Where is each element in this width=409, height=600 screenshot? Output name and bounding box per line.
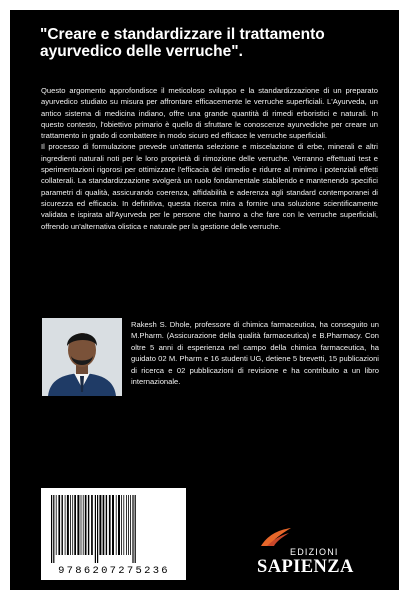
- publisher-name: SAPIENZA: [257, 557, 354, 577]
- publisher-label-edizioni: EDIZIONI: [290, 547, 339, 557]
- publisher-logo-icon: [259, 526, 293, 548]
- book-title: "Creare e standardizzare il trattamento ayurvedico delle verruche".: [40, 26, 325, 60]
- isbn-number: 9786207275236: [58, 565, 170, 577]
- author-photo: [42, 318, 122, 396]
- description-paragraph-2: Il processo di formulazione prevede un'attenta selezione e miscelazione di erbe, minerali e altri ingredienti naturali noti per le loro proprietà di rimozione delle verruche. Verranno effettuati test e sperimentazioni rigorosi per ottimizzare l'efficacia del rimedio e ridurre al minimo i potenziali effetti collaterali. La standardizzazione svolgerà un ruolo fondamentale stabilendo e mantenendo specifici parametri di qualità, assicurando coerenza, affidabilità e aderenza agli standard contemporanei di sicurezza ed efficacia. In definitiva, questa ricerca mira a fornire una soluzione scientificamente validata e ispirata all'Ayurveda per le persone che hanno a che fare con le verruche superficiali, offrendo un'alternativa olistica e naturale per la gestione delle verruche.: [41, 142, 378, 231]
- book-back-cover: [10, 10, 399, 590]
- isbn-barcode: [41, 488, 186, 580]
- book-description: [41, 85, 378, 232]
- author-bio: Rakesh S. Dhole, professore di chimica farmaceutica, ha conseguito un M.Pharm. (Assicurazione della qualità farmaceutica) e B.Pharmacy. Con oltre 5 anni di esperienza nel campo della chimica farmaceutica, ha guidato 02 M. Pharm e 16 studenti UG, detiene 5 brevetti, 15 publicazioni di ricerca e 02 pubblicazioni di revisione e ha contribuito a un libro internazionale.: [131, 320, 379, 387]
- barcode-bars: [49, 495, 179, 563]
- description-paragraph-1: Questo argomento approfondisce il meticoloso sviluppo e la standardizzazione di un preparato ayurvedico studiato su misura per affrontare efficacemente le verruche superficiali. L'Ayurveda, un antico sistema di medicina indiano, offre una grande quantità di rimedi erboristici e naturali. In questo contesto, l'obiettivo primario è quello di sfruttare le conoscenze ayurvediche per creare un trattamento in grado di combattere in modo sicuro ed efficace le verruche superficiali.: [41, 86, 378, 141]
